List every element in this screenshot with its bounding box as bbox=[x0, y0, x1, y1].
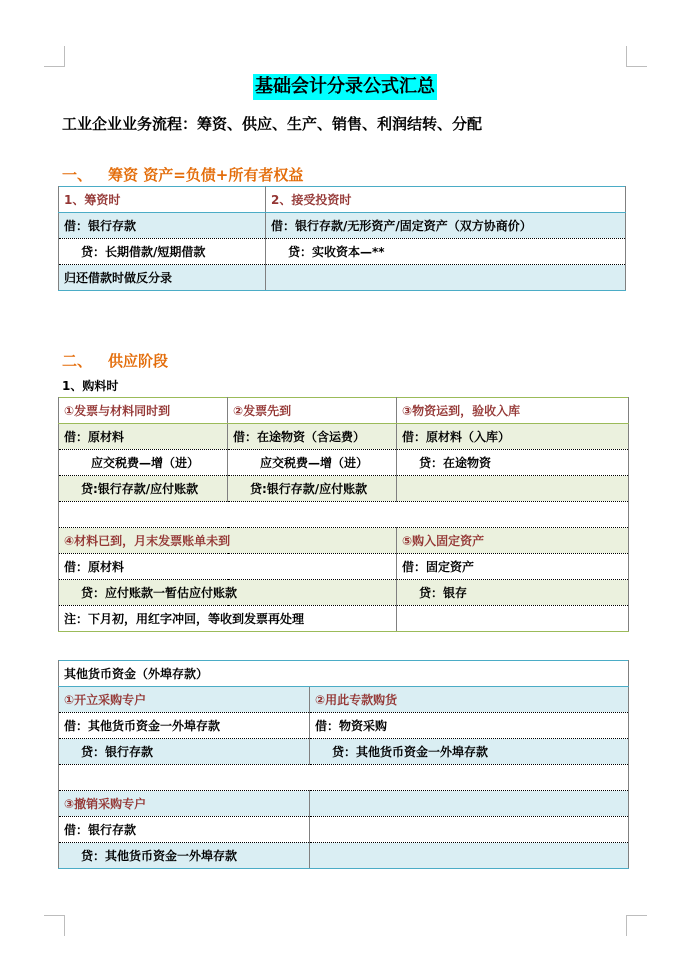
table-title-row bbox=[59, 661, 629, 687]
table-cell bbox=[310, 791, 629, 817]
table-cell: 注：下月初，用红字冲回，等收到发票再处理 bbox=[59, 606, 397, 632]
section-1-heading bbox=[62, 164, 303, 185]
table-cell: 归还借款时做反分录 bbox=[59, 265, 266, 291]
document-title: 基础会计分录公式汇总 bbox=[253, 74, 437, 100]
table-header-row bbox=[59, 187, 626, 213]
table-cell: 借：原材料（入库） bbox=[397, 424, 629, 450]
table-cell: ④材料已到，月末发票账单未到 bbox=[59, 528, 397, 554]
table-row bbox=[59, 817, 629, 843]
table-cell: 借：原材料 bbox=[59, 554, 397, 580]
section-2-subheading: 1、购料时 bbox=[62, 379, 119, 393]
page-corner-mark-top-right bbox=[626, 46, 647, 67]
table-cell bbox=[397, 476, 629, 502]
page-corner-mark-bottom-right bbox=[626, 915, 647, 936]
table-spacer-row bbox=[59, 765, 629, 791]
table-cell: 应交税费—增（进） bbox=[228, 450, 397, 476]
table-row bbox=[59, 713, 629, 739]
document-subtitle: 工业企业业务流程：筹资、供应、生产、销售、利润结转、分配 bbox=[62, 115, 483, 133]
table-row bbox=[59, 213, 626, 239]
table-row bbox=[59, 476, 629, 502]
table-row bbox=[59, 843, 629, 869]
title-container bbox=[0, 74, 690, 100]
table-cell: 贷:银行存款/应付账款 bbox=[228, 476, 397, 502]
table-cell: 借：物资采购 bbox=[310, 713, 629, 739]
table-cell bbox=[59, 765, 629, 791]
table-row bbox=[59, 239, 626, 265]
table-spacer-row bbox=[59, 502, 629, 528]
table-header-row bbox=[59, 398, 629, 424]
table-cell bbox=[59, 502, 629, 528]
table-header-row bbox=[59, 528, 629, 554]
table-cell: 贷：银行存款 bbox=[59, 739, 310, 765]
table-cell: ⑤购入固定资产 bbox=[397, 528, 629, 554]
supply-table bbox=[58, 397, 629, 632]
table-cell: 贷：长期借款/短期借款 bbox=[59, 239, 266, 265]
table-cell: ①发票与材料同时到 bbox=[59, 398, 228, 424]
table-header-row bbox=[59, 687, 629, 713]
table-cell: ③物资运到，验收入库 bbox=[397, 398, 629, 424]
table-cell: 借：其他货币资金一外埠存款 bbox=[59, 713, 310, 739]
table-cell: 贷：其他货币资金一外埠存款 bbox=[59, 843, 310, 869]
table-row bbox=[59, 606, 629, 632]
other-monetary-funds-table bbox=[58, 660, 629, 869]
table-row bbox=[59, 554, 629, 580]
table-row bbox=[59, 450, 629, 476]
table-cell: 贷:银行存款/应付账款 bbox=[59, 476, 228, 502]
page-corner-mark-top-left bbox=[44, 46, 65, 67]
table-row bbox=[59, 580, 629, 606]
financing-table bbox=[58, 186, 626, 291]
section-1-number: 一、 bbox=[62, 166, 93, 184]
table-header-row bbox=[59, 791, 629, 817]
table-cell: ①开立采购专户 bbox=[59, 687, 310, 713]
table-cell: 借：原材料 bbox=[59, 424, 228, 450]
table-cell: 贷：实收资本—** bbox=[266, 239, 626, 265]
page-corner-mark-bottom-left bbox=[44, 915, 65, 936]
table-cell: 其他货币资金（外埠存款） bbox=[59, 661, 629, 687]
table-cell: ②发票先到 bbox=[228, 398, 397, 424]
table-cell: 借：银行存款 bbox=[59, 817, 310, 843]
table-row bbox=[59, 265, 626, 291]
table-cell bbox=[310, 843, 629, 869]
table-cell: 借：固定资产 bbox=[397, 554, 629, 580]
section-2-heading bbox=[62, 350, 168, 371]
table-cell: 借：银行存款 bbox=[59, 213, 266, 239]
table-cell: 借：在途物资（含运费） bbox=[228, 424, 397, 450]
table-cell: 贷：应付账款一暂估应付账款 bbox=[59, 580, 397, 606]
table-cell bbox=[310, 817, 629, 843]
section-1-title: 筹资 资产=负债+所有者权益 bbox=[108, 166, 304, 184]
table-cell: 1、筹资时 bbox=[59, 187, 266, 213]
section-2-title: 供应阶段 bbox=[108, 352, 169, 370]
table-cell: 应交税费—增（进） bbox=[59, 450, 228, 476]
table-cell: 贷：其他货币资金一外埠存款 bbox=[310, 739, 629, 765]
table-row bbox=[59, 424, 629, 450]
table-cell: 贷：在途物资 bbox=[397, 450, 629, 476]
table-row bbox=[59, 739, 629, 765]
table-cell bbox=[266, 265, 626, 291]
table-cell: ②用此专款购货 bbox=[310, 687, 629, 713]
table-cell: ③撤销采购专户 bbox=[59, 791, 310, 817]
section-2-number: 二、 bbox=[62, 352, 93, 370]
table-cell: 贷：银存 bbox=[397, 580, 629, 606]
table-cell bbox=[397, 606, 629, 632]
table-cell: 借：银行存款/无形资产/固定资产（双方协商价） bbox=[266, 213, 626, 239]
table-cell: 2、接受投资时 bbox=[266, 187, 626, 213]
